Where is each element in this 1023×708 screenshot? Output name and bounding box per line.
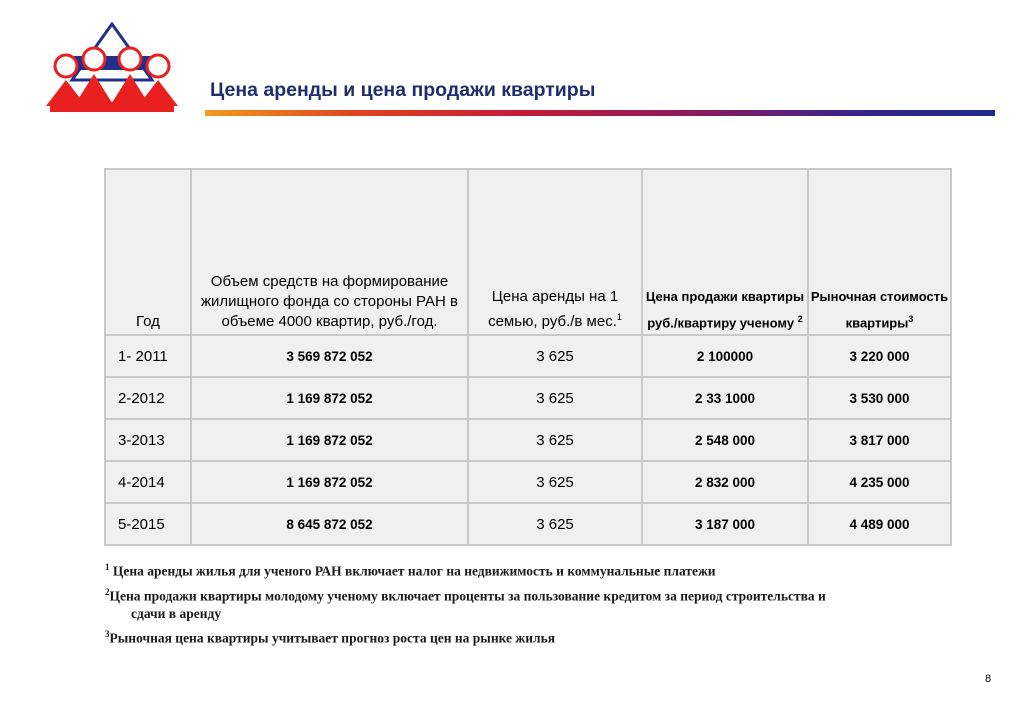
table-row	[105, 461, 951, 503]
cell-sale: 2 100000	[642, 335, 808, 377]
table-header-row	[105, 169, 951, 335]
cell-fund: 1 169 872 052	[191, 461, 468, 503]
header-market: Рыночная стоимость квартиры$^3$	[808, 169, 951, 335]
cell-sale: 3 187 000	[642, 503, 808, 545]
page-title: Цена аренды и цена продажи квартиры	[210, 79, 596, 101]
cell-market: 3 220 000	[808, 335, 951, 377]
cell-sale: 2 832 000	[642, 461, 808, 503]
cell-year: 5-2015	[105, 503, 191, 545]
ras-logo	[44, 22, 180, 114]
cell-market: 3 817 000	[808, 419, 951, 461]
table-row	[105, 503, 951, 545]
cell-fund: 1 169 872 052	[191, 419, 468, 461]
cell-year: 1- 2011	[105, 335, 191, 377]
table-row	[105, 377, 951, 419]
footnote-3: $^3$Рыночная цена квартиры учитывает прогноз роста цен на рынке жилья	[105, 629, 556, 646]
cell-rent: 3 625	[468, 503, 642, 545]
cell-rent: 3 625	[468, 461, 642, 503]
cell-year: 4-2014	[105, 461, 191, 503]
footnote-1: $^1$ Цена аренды жилья для ученого РАН включает налог на недвижимость и коммунальные платежи	[105, 562, 716, 579]
header-year: Год	[105, 169, 191, 335]
cell-sale: 2 33 1000	[642, 377, 808, 419]
rent-sale-table	[104, 168, 952, 546]
footnote-2: $^2$Цена продажи квартиры молодому ученому включает проценты за пользование кредитом за период строительства и сдачи в аренду	[105, 586, 826, 621]
header-fund: Объем средств на формирование жилищного фонда со стороны РАН в объеме 4000 квартир, руб./год.	[191, 169, 468, 335]
cell-rent: 3 625	[468, 419, 642, 461]
header-sale: Цена продажи квартиры руб./квартиру ученому $^2$	[642, 169, 808, 335]
cell-rent: 3 625	[468, 377, 642, 419]
cell-market: 4 235 000	[808, 461, 951, 503]
cell-year: 3-2013	[105, 419, 191, 461]
cell-fund: 8 645 872 052	[191, 503, 468, 545]
cell-sale: 2 548 000	[642, 419, 808, 461]
cell-rent: 3 625	[468, 335, 642, 377]
cell-market: 4 489 000	[808, 503, 951, 545]
page-number: 8	[985, 673, 992, 685]
cell-market: 3 530 000	[808, 377, 951, 419]
cell-fund: 1 169 872 052	[191, 377, 468, 419]
footnotes	[105, 558, 975, 650]
table-row	[105, 419, 951, 461]
cell-year: 2-2012	[105, 377, 191, 419]
table-row	[105, 335, 951, 377]
title-gradient-bar	[205, 110, 995, 116]
cell-fund: 3 569 872 052	[191, 335, 468, 377]
header-rent: Цена аренды на 1 семью, руб./в мес.$^1$	[468, 169, 642, 335]
